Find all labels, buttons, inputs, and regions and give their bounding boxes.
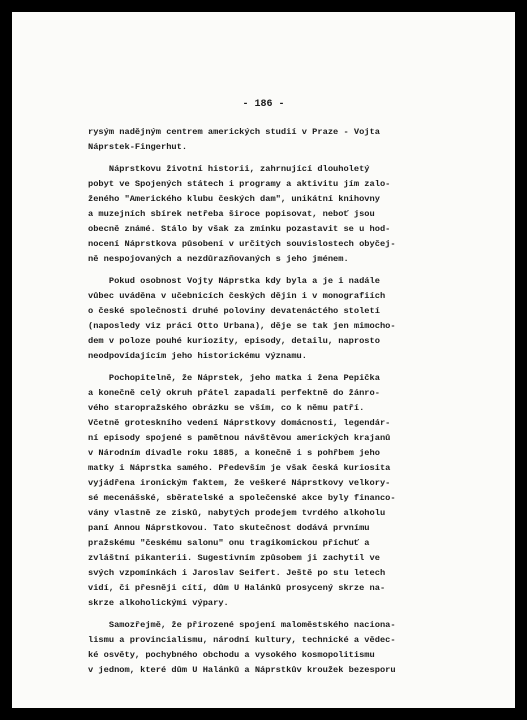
text-line: vůbec uváděna v učebnicích českých dějin i v monografiích [88, 291, 386, 301]
text-line: Náprstek-Fingerhut. [88, 142, 188, 152]
paragraph [88, 125, 448, 155]
text-line: matky i Náprstka samého. Především je však česká kuriosita [88, 463, 391, 473]
text-line: ně nespojovaných a nezdůrazňovaných s jeho jménem. [88, 254, 349, 264]
paragraph [88, 371, 448, 611]
text-line: Včetně groteskního vedení Náprstkovy domácnosti, legendár- [88, 418, 391, 428]
text-line: neodpovídajícím jeho historickému významu. [88, 351, 307, 361]
text-line: pobyt ve Spojených státech i programy a aktivitu jím zalo- [88, 179, 391, 189]
text-line: v Národním divadle roku 1885, a konečně i s pohřbem jeho [88, 448, 380, 458]
text-line: Náprstkovu životní historii, zahrnující dlouholetý [88, 164, 370, 174]
text-line: Samozřejmě, že přirozené spojení maloměstského naciona- [88, 620, 396, 630]
text-line: v jednom, které dům U Halánků a Náprstkův kroužek bezesporu [88, 665, 396, 675]
text-line: Pokud osobnost Vojty Náprstka kdy byla a je i nadále [88, 276, 380, 286]
text-line: (naposledy viz práci Otto Urbana), děje se tak jen mimocho- [88, 321, 396, 331]
document-page [12, 12, 515, 708]
text-line: skrze alkoholickými výpary. [88, 598, 229, 608]
text-line: paní Annou Náprstkovou. Tato skutečnost dodává prvnímu [88, 523, 370, 533]
paragraph [88, 162, 448, 267]
text-line: obecně známé. Stálo by však za zmínku pozastavit se u hod- [88, 224, 391, 234]
text-line: lismu a provincialismu, národní kultury, technické a vědec- [88, 635, 396, 645]
body-text [88, 125, 448, 685]
text-line: rysým nadějným centrem amerických studií v Praze - Vojta [88, 127, 380, 137]
text-line: ké osvěty, pochybného obchodu a vysokého kosmopolitismu [88, 650, 375, 660]
text-line: nocení Náprstkova působení v určitých souvislostech obyčej- [88, 239, 396, 249]
text-line: o české společnosti druhé poloviny devatenáctého století [88, 306, 380, 316]
text-line: ní episody spojené s pamětnou návštěvou amerických krajanů [88, 433, 391, 443]
text-line: dem v poloze pouhé kuriozity, episody, detailu, naprosto [88, 336, 380, 346]
text-line: vidí, či přesněji cítí, dům U Halánků prosycený skrze na- [88, 583, 386, 593]
text-line: a muzejních sbírek netřeba široce popisovat, neboť jsou [88, 209, 375, 219]
text-line: vány vlastně ze zisků, nabytých prodejem tvrdého alkoholu [88, 508, 386, 518]
text-line: vého staropražského obrázku se vším, co k němu patří. [88, 403, 365, 413]
text-line: pražskému "českému salonu" onu tragikomickou příchuť a [88, 538, 370, 548]
text-line: a konečně celý okruh přátel zapadali perfektně do žánro- [88, 388, 380, 398]
text-line: vyjádřena ironickým faktem, že veškeré Náprstkovy velkory- [88, 478, 391, 488]
text-line: zvláštní pikanterii. Sugestivním způsobem ji zachytil ve [88, 553, 380, 563]
paragraph [88, 274, 448, 364]
text-line: sé mecenášské, sběratelské a společenské akce byly financo- [88, 493, 396, 503]
text-line: ženého "Amerického klubu českých dam", unikátní knihovny [88, 194, 380, 204]
page-number: - 186 - [242, 99, 285, 110]
text-line: Pochopitelně, že Náprstek, jeho matka i žena Pepička [88, 373, 380, 383]
paragraph [88, 618, 448, 678]
text-line: svých vzpomínkách i Jaroslav Seifert. Ještě po stu letech [88, 568, 386, 578]
